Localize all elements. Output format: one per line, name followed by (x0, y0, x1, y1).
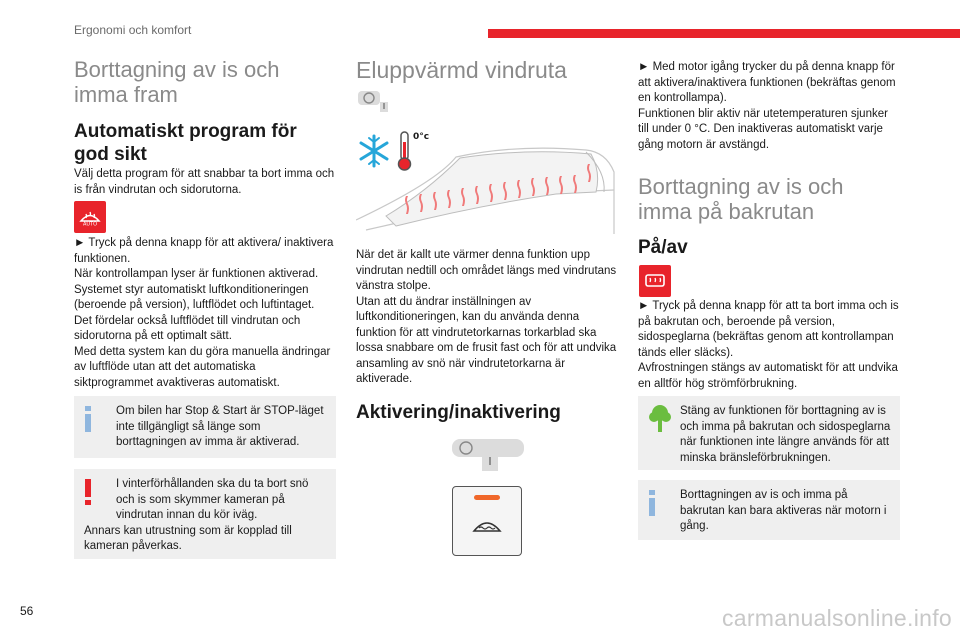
figure-temperature-label: 0°c (413, 132, 430, 142)
header-accent-bar (488, 29, 960, 38)
col2-body-0: När det är kallt ute värmer denna funktion upp vindrutan nedtill och området längs med vindrutans vänstra stolpe. (356, 249, 617, 292)
col1-body-4: Med detta system kan du göra manuella ändringar av luftflöde utan att det automatiska siktprogrammet avaktiveras automatiskt. (74, 345, 331, 389)
col3-body-0: ► Med motor igång trycker du på denna knapp för att aktivera/inaktivera funktionen (bekräftas genom en kontrollampa). (638, 61, 896, 104)
info-note-text: Om bilen har Stop & Start är STOP-läget inte tillgängligt så länge som borttagningen av imma är aktiverad. (116, 405, 324, 448)
front-defrost-auto-icon (74, 201, 106, 233)
watermark: carmanualsonline.info (721, 605, 952, 631)
col2-body-1: Utan att du ändrar inställningen av luftkonditioneringen, kan du använda denna funktion för att vindrutetorkarnas torkarblad ska lossa snabbare om de frusit fast och för att undvika ansamling av snö när vindrutetorkarna är aktiverade. (356, 295, 617, 385)
rear-defrost-icon (639, 265, 671, 297)
snowflake-icon (361, 136, 387, 166)
section-header: Ergonomi och komfort (74, 23, 192, 37)
warning-icon (84, 479, 92, 511)
warning-note-text-1: Annars kan utrustning som är kopplad till kameran påverkas. (84, 524, 292, 552)
col3-subtitle: På/av (638, 237, 688, 258)
col1-body-3: Det fördelar också luftflödet till vindrutan och sidorutorna på ett optimalt sätt. (74, 314, 301, 342)
page-number: 56 (20, 604, 34, 618)
svg-text:AUTO: AUTO (82, 221, 98, 226)
warning-note-text-0: I vinterförhållanden ska du ta bort snö och is som skymmer kameran på vindrutan innan du kör iväg. (116, 478, 309, 521)
eco-note (638, 396, 900, 470)
col3-body-1: Funktionen blir aktiv när utetemperaturen sjunker till under 0 °C. Den inaktiveras automatiskt varje gång motorn är avstängd. (638, 107, 888, 151)
warning-note (74, 469, 336, 559)
windshield-location-icon (358, 88, 388, 117)
col3-body2-0: ► Tryck på denna knapp för att ta bort imma och is på bakrutan och, beroende på version, sidospeglarna (bekräftas genom att kontrollampan tänds eller släcks). (638, 300, 899, 359)
col2-subtitle: Aktivering/inaktivering (356, 402, 561, 423)
info-icon (84, 406, 92, 438)
thermometer-icon (399, 132, 411, 170)
col1-subtitle: Automatiskt program för god sikt (74, 121, 297, 165)
heated-windshield-figure (356, 122, 618, 242)
eco-note-text: Stäng av funktionen för borttagning av is och imma på bakrutan och sidospeglarna när funktionen inte längre används för att minska bränsleförbrukningen. (680, 405, 891, 464)
col2-title: Eluppvärmd vindruta (356, 57, 567, 83)
info-note-rear-text: Borttagningen av is och imma på bakrutan kan bara aktiveras när motorn i gång. (680, 489, 887, 532)
eco-tree-icon (648, 404, 672, 438)
col1-title: Borttagning av is och imma fram (74, 57, 280, 107)
col2-body (356, 248, 618, 388)
col1-intro: Välj detta program för att snabbar ta bort imma och is från vindrutan och sidorutorna. (74, 168, 335, 196)
col3-body2 (638, 299, 900, 392)
col1-body-1: När kontrollampan lyser är funktionen aktiverad. (74, 268, 319, 280)
info-note-rear (638, 480, 900, 540)
col1-body (74, 236, 336, 391)
col1-subtitle-block (74, 120, 336, 166)
col1-body-0: ► Tryck på denna knapp för att aktivera/ inaktivera funktionen. (74, 237, 334, 265)
col3-body2-1: Avfrostningen stängs av automatiskt för att undvika en alltför hög strömförbrukning. (638, 362, 898, 390)
dashboard-location-icon (452, 437, 532, 476)
col3-body (638, 60, 900, 153)
col1-body-2: Systemet styr automatiskt luftkonditioneringen (beroende på version), luftflödet och luftintaget. (74, 283, 315, 311)
windshield-heat-icon (472, 513, 502, 537)
info-icon-rear (648, 490, 656, 522)
col3-title: Borttagning av is och imma på bakrutan (638, 174, 844, 224)
col1-title-block (74, 57, 336, 107)
heated-windshield-button[interactable] (452, 486, 522, 556)
button-indicator-lamp (474, 495, 500, 500)
info-note (74, 396, 336, 458)
